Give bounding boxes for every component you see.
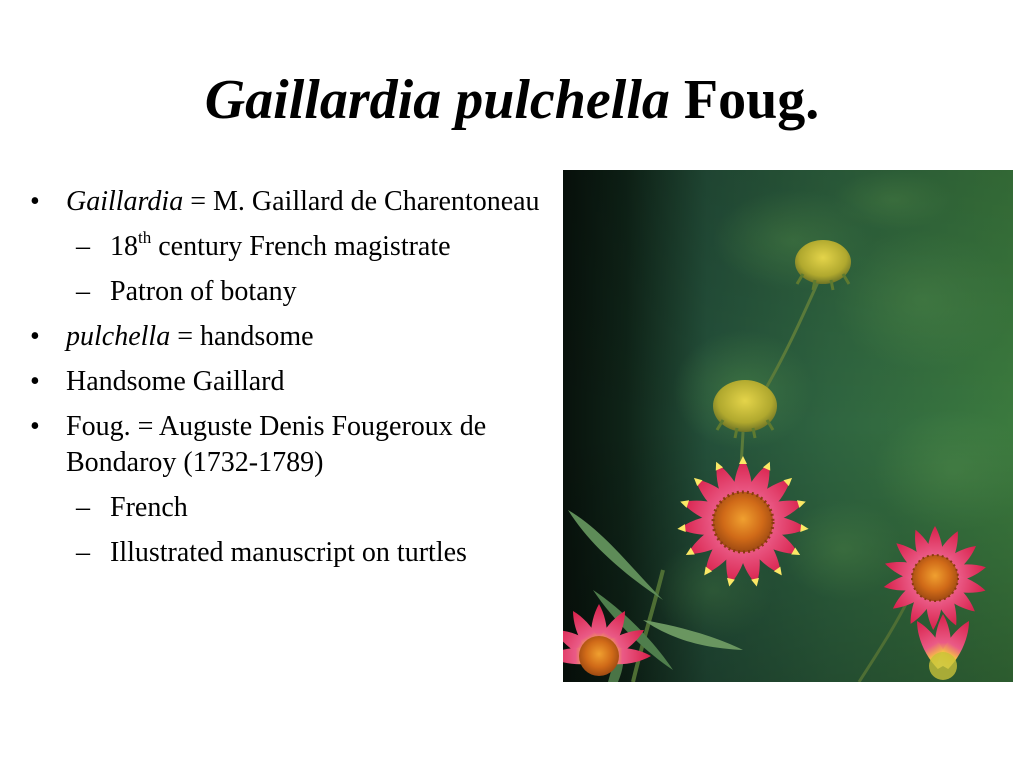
bullet-item bbox=[30, 184, 560, 220]
slide-title bbox=[0, 62, 1024, 138]
bullet-marker: • bbox=[30, 321, 40, 352]
bullet-term: Gaillardia bbox=[66, 186, 184, 217]
bullet-list bbox=[30, 184, 560, 580]
ordinal-superscript: th bbox=[138, 227, 152, 247]
sub-bullet-text: Illustrated manuscript on turtles bbox=[110, 537, 467, 568]
title-author-abbreviation: Foug. bbox=[683, 69, 820, 131]
sub-bullet-item bbox=[30, 274, 560, 310]
sub-bullet-text: Patron of botany bbox=[110, 276, 297, 307]
bullet-text: = M. Gaillard de Charentoneau bbox=[183, 186, 540, 217]
sub-bullet-item bbox=[30, 535, 560, 571]
bullet-item bbox=[30, 409, 560, 481]
gaillardia-flower-photo bbox=[563, 170, 1013, 682]
century-number: 18 bbox=[110, 231, 138, 262]
bullet-term: pulchella bbox=[66, 321, 171, 352]
bullet-marker: • bbox=[30, 411, 40, 442]
sub-bullet-marker: – bbox=[76, 537, 90, 568]
sub-bullet-marker: – bbox=[76, 492, 90, 523]
bullet-item bbox=[30, 319, 560, 355]
sub-bullet-item bbox=[30, 229, 560, 265]
bullet-text: Handsome Gaillard bbox=[66, 366, 285, 397]
bullet-text: = handsome bbox=[170, 321, 314, 352]
sub-bullet-marker: – bbox=[76, 276, 90, 307]
bullet-marker: • bbox=[30, 186, 40, 217]
sub-bullet-text: French bbox=[110, 492, 188, 523]
title-species-name: Gaillardia pulchella bbox=[204, 69, 670, 131]
sub-bullet-item bbox=[30, 490, 560, 526]
bullet-marker: • bbox=[30, 366, 40, 397]
bullet-text: Foug. = Auguste Denis Fougeroux de Bondaroy (1732-1789) bbox=[66, 411, 487, 478]
sub-bullet-text: century French magistrate bbox=[151, 231, 451, 262]
sub-bullet-marker: – bbox=[76, 231, 90, 262]
bullet-item bbox=[30, 364, 560, 400]
